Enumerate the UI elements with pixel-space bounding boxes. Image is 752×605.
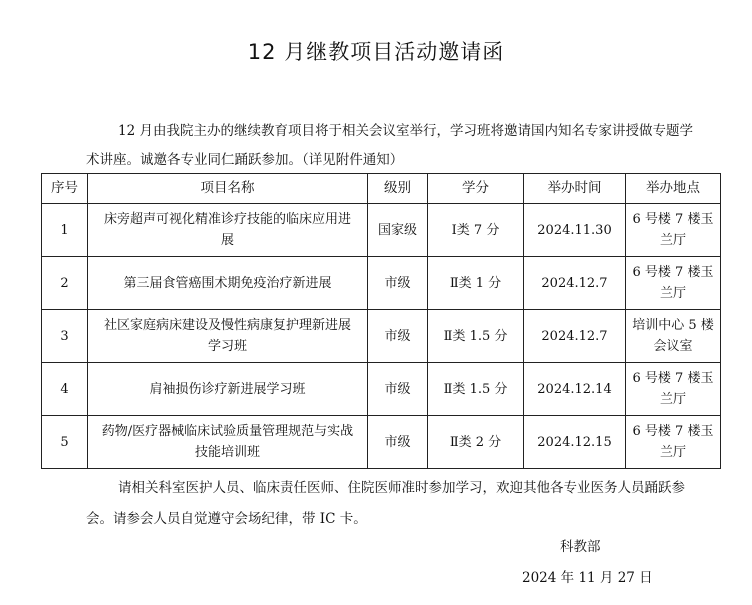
issuing-department: 科教部 bbox=[560, 539, 601, 555]
cell-index: 1 bbox=[42, 204, 88, 257]
project-table bbox=[41, 173, 721, 469]
header-time: 举办时间 bbox=[524, 174, 626, 204]
cell-location: 6 号楼 7 楼玉兰厅 bbox=[626, 204, 721, 257]
header-credits: 学分 bbox=[428, 174, 524, 204]
cell-project-name: 肩袖损伤诊疗新进展学习班 bbox=[88, 363, 368, 416]
table-row bbox=[42, 204, 721, 257]
cell-location: 6 号楼 7 楼玉兰厅 bbox=[626, 416, 721, 469]
cell-project-name: 药物/医疗器械临床试验质量管理规范与实战技能培训班 bbox=[88, 416, 368, 469]
table-row bbox=[42, 363, 721, 416]
header-project-name: 项目名称 bbox=[88, 174, 368, 204]
page-title: 12 月继教项目活动邀请函 bbox=[247, 40, 505, 64]
cell-project-name: 床旁超声可视化精准诊疗技能的临床应用进展 bbox=[88, 204, 368, 257]
issue-date: 2024 年 11 月 27 日 bbox=[522, 570, 653, 586]
cell-location: 6 号楼 7 楼玉兰厅 bbox=[626, 363, 721, 416]
cell-index: 3 bbox=[42, 310, 88, 363]
table-row bbox=[42, 416, 721, 469]
cell-level: 市级 bbox=[368, 310, 428, 363]
cell-project-name: 社区家庭病床建设及慢性病康复护理新进展学习班 bbox=[88, 310, 368, 363]
cell-index: 2 bbox=[42, 257, 88, 310]
cell-credits: Ⅰ类 7 分 bbox=[428, 204, 524, 257]
cell-time: 2024.12.14 bbox=[524, 363, 626, 416]
cell-level: 市级 bbox=[368, 257, 428, 310]
cell-credits: Ⅱ类 1 分 bbox=[428, 257, 524, 310]
table-header-row bbox=[42, 174, 721, 204]
cell-index: 5 bbox=[42, 416, 88, 469]
cell-credits: Ⅱ类 2 分 bbox=[428, 416, 524, 469]
cell-location: 6 号楼 7 楼玉兰厅 bbox=[626, 257, 721, 310]
cell-time: 2024.12.7 bbox=[524, 257, 626, 310]
cell-credits: Ⅱ类 1.5 分 bbox=[428, 310, 524, 363]
header-level: 级别 bbox=[368, 174, 428, 204]
table-row bbox=[42, 310, 721, 363]
cell-level: 市级 bbox=[368, 363, 428, 416]
intro-paragraph: 12 月由我院主办的继续教育项目将于相关会议室举行，学习班将邀请国内知名专家讲授做专题学术讲座。诚邀各专业同仁踊跃参加。（详见附件通知） bbox=[86, 123, 693, 168]
cell-time: 2024.12.7 bbox=[524, 310, 626, 363]
cell-project-name: 第三届食管癌围术期免疫治疗新进展 bbox=[88, 257, 368, 310]
cell-location: 培训中心 5 楼会议室 bbox=[626, 310, 721, 363]
cell-index: 4 bbox=[42, 363, 88, 416]
cell-time: 2024.11.30 bbox=[524, 204, 626, 257]
table-row bbox=[42, 257, 721, 310]
cell-level: 市级 bbox=[368, 416, 428, 469]
cell-credits: Ⅱ类 1.5 分 bbox=[428, 363, 524, 416]
cell-level: 国家级 bbox=[368, 204, 428, 257]
closing-paragraph: 请相关科室医护人员、临床责任医师、住院医师准时参加学习，欢迎其他各专业医务人员踊跃参会。请参会人员自觉遵守会场纪律，带 IC 卡。 bbox=[86, 480, 685, 527]
cell-time: 2024.12.15 bbox=[524, 416, 626, 469]
header-index: 序号 bbox=[42, 174, 88, 204]
header-location: 举办地点 bbox=[626, 174, 721, 204]
